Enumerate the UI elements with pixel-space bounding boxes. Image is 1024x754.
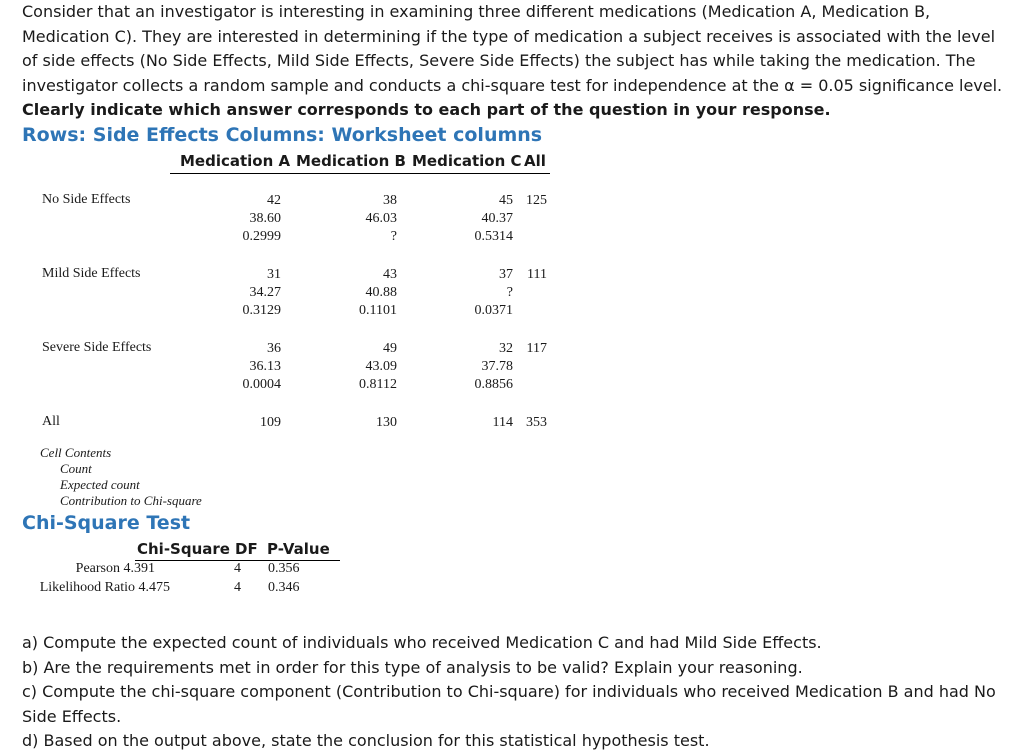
- question-d: d) Based on the output above, state the conclusion for this statistical hypothesis test.: [22, 731, 710, 750]
- column-total-a: 109: [260, 415, 281, 430]
- question-c: c) Compute the chi-square component (Contribution to Chi-square) for individuals who received Medication B and had No Side Effects.: [22, 682, 996, 726]
- table-cell: 38 46.03 ?: [365, 193, 397, 244]
- chi-col-header: Chi-Square: [137, 540, 230, 558]
- legend-item: Expected count: [60, 477, 140, 492]
- chi-row-label: Pearson 4.391: [75, 561, 155, 576]
- chi-row-label: Likelihood Ratio 4.475: [39, 580, 170, 595]
- chi-col-header: P-Value: [267, 540, 330, 558]
- row-label-all: All: [42, 414, 60, 429]
- col-header-all: All: [524, 152, 546, 170]
- table-heading: Rows: Side Effects Columns: Worksheet columns: [22, 124, 543, 146]
- table-cell: 45 40.37 0.5314: [474, 193, 513, 244]
- table-cell: 43 40.88 0.1101: [359, 267, 397, 318]
- table-cell: 37 ? 0.0371: [474, 267, 513, 318]
- table-cell: 32 37.78 0.8856: [474, 341, 513, 392]
- row-total: 125: [526, 193, 547, 208]
- col-header-medication-b: Medication B: [296, 152, 406, 170]
- chi-square-column-headers: [135, 540, 340, 561]
- question-b: b) Are the requirements met in order for this type of analysis to be valid? Explain your reasoning.: [22, 657, 803, 677]
- table-cell: 42 38.60 0.2999: [242, 193, 281, 244]
- chi-p-value: 0.346: [268, 580, 300, 595]
- grand-total: 353: [526, 415, 547, 430]
- chi-square-heading: Chi-Square Test: [22, 512, 191, 534]
- column-total-b: 130: [376, 415, 397, 430]
- legend-title: Cell Contents: [40, 445, 112, 460]
- chi-col-header: DF: [235, 540, 258, 558]
- problem-intro: [22, 0, 1012, 123]
- cell-contents-legend: [40, 445, 202, 509]
- intro-text: Consider that an investigator is interesting in examining three different medications (Medication A, Medication B, Medication C). They are interested in determining if the type of medication a subject receives is associated with the level of side effects (No Side Effects, Mild Side Effects, Severe Side Effects) the subject has while taking the medication. The investigator collects a random sample and conducts a chi-square test for independence at the α = 0.05 significance level.: [22, 2, 1003, 95]
- questions-list: [22, 631, 1012, 754]
- col-header-medication-a: Medication A: [180, 152, 291, 170]
- row-total: 117: [526, 341, 547, 356]
- question-a: a) Compute the expected count of individuals who received Medication C and had Mild Side Effects.: [22, 633, 822, 652]
- row-label-severe-side-effects: Severe Side Effects: [42, 340, 152, 355]
- legend-item: Contribution to Chi-square: [60, 493, 202, 508]
- chi-df: 4: [234, 561, 241, 576]
- table-cell: 36 36.13 0.0004: [242, 341, 281, 392]
- chi-df: 4: [234, 580, 241, 595]
- table-cell: 49 43.09 0.8112: [359, 341, 397, 392]
- row-label-no-side-effects: No Side Effects: [42, 192, 131, 207]
- intro-instruction: Clearly indicate which answer corresponds to each part of the question in your response.: [22, 100, 831, 119]
- col-header-medication-c: Medication C: [412, 152, 522, 170]
- table-column-headers: [170, 152, 550, 174]
- legend-item: Count: [60, 461, 92, 476]
- chi-p-value: 0.356: [268, 561, 300, 576]
- row-total: 111: [527, 267, 547, 282]
- row-label-mild-side-effects: Mild Side Effects: [42, 266, 141, 281]
- table-cell: 31 34.27 0.3129: [242, 267, 281, 318]
- column-total-c: 114: [492, 415, 513, 430]
